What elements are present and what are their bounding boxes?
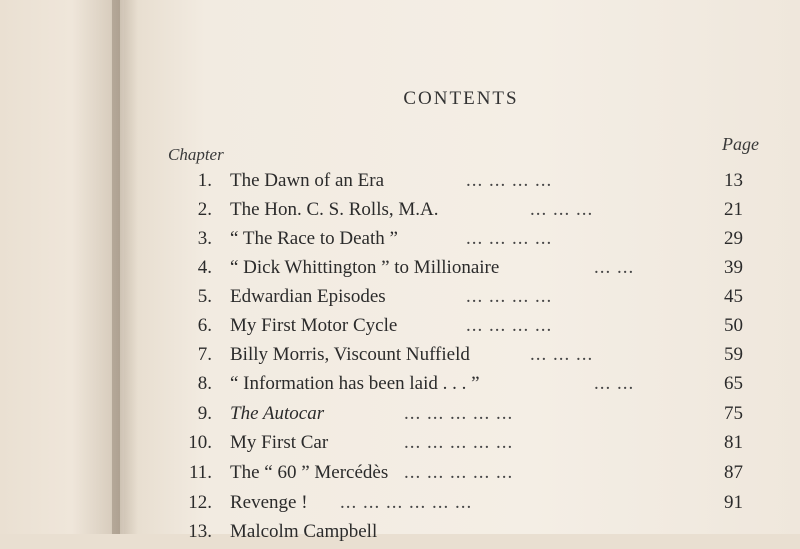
toc-entry bbox=[0, 257, 800, 285]
page-number: 59 bbox=[724, 344, 743, 365]
toc-entry bbox=[0, 199, 800, 227]
toc-entry bbox=[0, 286, 800, 314]
chapter-number: 9. bbox=[197, 403, 212, 424]
page-number: 81 bbox=[724, 432, 743, 453]
chapter-number: 11. bbox=[188, 462, 212, 483]
page-number: 21 bbox=[724, 199, 743, 220]
leader-dots: ... ... ... ... bbox=[466, 228, 553, 249]
page-number: 29 bbox=[724, 228, 743, 249]
leader-dots: ... ... bbox=[594, 257, 635, 278]
leader-dots: ... ... ... ... bbox=[466, 315, 553, 336]
chapter-number: 5. bbox=[197, 286, 212, 307]
chapter-number: 10. bbox=[188, 432, 212, 453]
chapter-column-label: Chapter bbox=[168, 145, 224, 164]
toc-entry bbox=[0, 315, 800, 343]
chapter-title: “ Information has been laid . . . ” bbox=[230, 373, 480, 394]
toc-entry bbox=[0, 403, 800, 431]
chapter-number: 6. bbox=[197, 315, 212, 336]
chapter-title: My First Car bbox=[230, 432, 329, 453]
leader-dots: ... ... ... ... bbox=[466, 286, 553, 307]
chapter-title: The Dawn of an Era bbox=[230, 170, 385, 191]
page-number: 75 bbox=[724, 403, 743, 424]
leader-dots: ... ... ... ... ... bbox=[404, 462, 514, 483]
leader-dots: ... ... ... ... ... ... bbox=[340, 492, 473, 513]
chapter-title: Revenge ! bbox=[230, 492, 308, 513]
chapter-title: My First Motor Cycle bbox=[230, 315, 398, 336]
page-number: 13 bbox=[724, 170, 743, 191]
chapter-title: The Autocar bbox=[230, 403, 325, 424]
leader-dots: ... ... ... bbox=[530, 344, 594, 365]
chapter-number: 2. bbox=[197, 199, 212, 220]
chapter-title: Edwardian Episodes bbox=[230, 286, 386, 307]
toc-entry bbox=[0, 373, 800, 401]
chapter-title: Malcolm Campbell bbox=[230, 521, 378, 542]
page-number: 45 bbox=[724, 286, 743, 307]
chapter-title: The “ 60 ” Mercédès bbox=[230, 462, 389, 483]
chapter-title: “ The Race to Death ” bbox=[230, 228, 398, 249]
leader-dots: ... ... ... ... ... bbox=[404, 432, 514, 453]
page-number: 87 bbox=[724, 462, 743, 483]
contents-heading: CONTENTS bbox=[403, 88, 519, 109]
page-number: 39 bbox=[724, 257, 743, 278]
chapter-number: 1. bbox=[197, 170, 212, 191]
chapter-title: Billy Morris, Viscount Nuffield bbox=[230, 344, 470, 365]
chapter-number: 8. bbox=[197, 373, 212, 394]
chapter-number: 7. bbox=[197, 344, 212, 365]
leader-dots: ... ... ... bbox=[530, 199, 594, 220]
toc-entry bbox=[0, 462, 800, 490]
chapter-number: 4. bbox=[197, 257, 212, 278]
toc-entry bbox=[0, 492, 800, 520]
page-number: 91 bbox=[724, 492, 743, 513]
toc-entry bbox=[0, 170, 800, 198]
toc-entry bbox=[0, 228, 800, 256]
leader-dots: ... ... bbox=[594, 373, 635, 394]
page-number: 50 bbox=[724, 315, 743, 336]
page-number: 65 bbox=[724, 373, 743, 394]
leader-dots: ... ... ... ... ... bbox=[404, 403, 514, 424]
chapter-number: 3. bbox=[197, 228, 212, 249]
page-column-label: Page bbox=[722, 134, 759, 154]
chapter-number: 12. bbox=[188, 492, 212, 513]
chapter-title: The Hon. C. S. Rolls, M.A. bbox=[230, 199, 439, 220]
chapter-title: “ Dick Whittington ” to Millionaire bbox=[230, 257, 500, 278]
toc-entry bbox=[0, 521, 800, 549]
toc-entry bbox=[0, 344, 800, 372]
leader-dots: ... ... ... ... bbox=[466, 170, 553, 191]
chapter-number: 13. bbox=[188, 521, 212, 542]
toc-entry bbox=[0, 432, 800, 460]
